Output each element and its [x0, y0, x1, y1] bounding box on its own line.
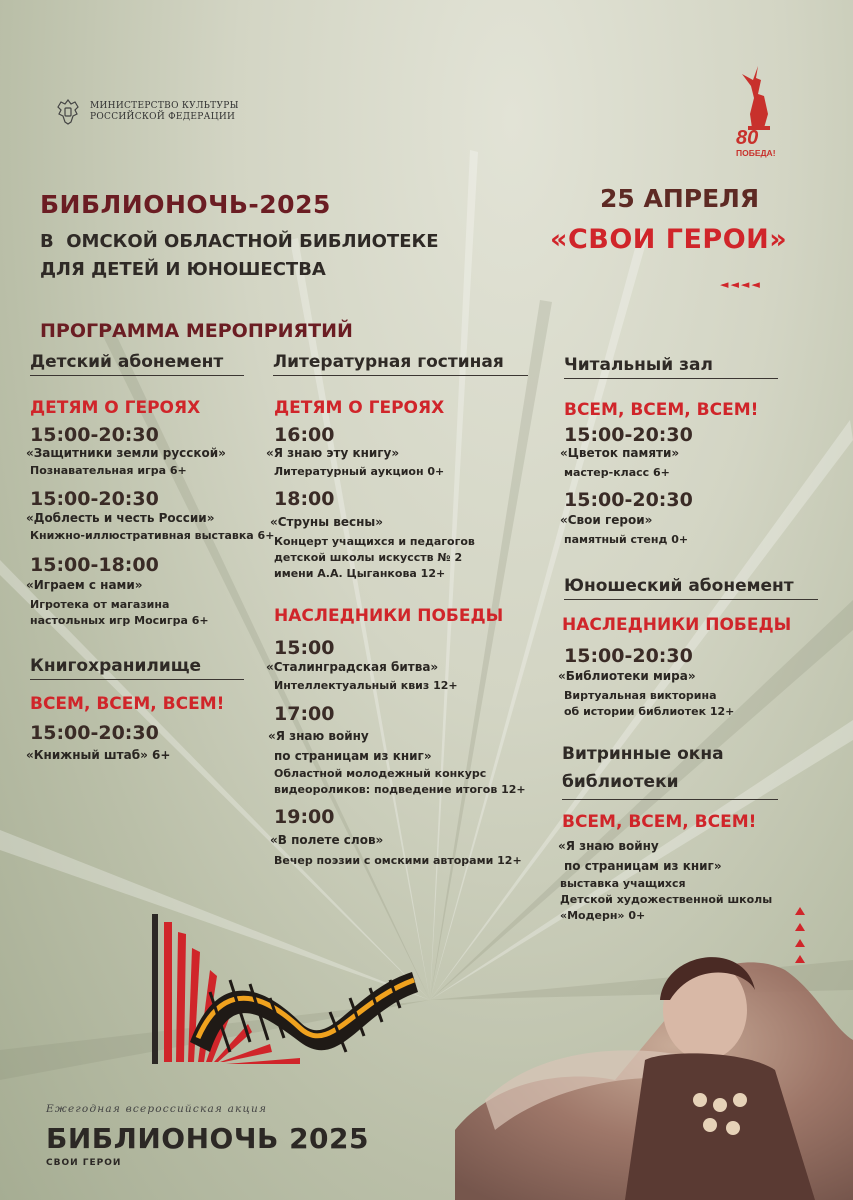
col3-event-3-desc-1: Виртуальная викторина: [564, 689, 717, 702]
col1-event-2-name: «Доблесть и честь России»: [26, 511, 215, 525]
col2-event-4-desc-1: Областной молодежный конкурс: [274, 767, 487, 780]
col2-event-1-time: 16:00: [274, 424, 335, 446]
badge-text: ПОБЕДА!: [736, 148, 776, 158]
col1-event-4-time: 15:00-20:30: [30, 722, 159, 744]
col1-event-3-desc-2: настольных игр Мосигра 6+: [30, 614, 209, 627]
col3-heading-1: ВСЕМ, ВСЕМ, ВСЕМ!: [564, 400, 759, 420]
col3-event-3-time: 15:00-20:30: [564, 645, 693, 667]
col2-event-5-name: «В полете слов»: [270, 833, 384, 847]
venue-line-1: В ОМСКОЙ ОБЛАСТНОЙ БИБЛИОТЕКЕ: [40, 231, 439, 252]
col3-event-2-desc: памятный стенд 0+: [564, 533, 689, 546]
col3-event-3-desc-2: об истории библиотек 12+: [564, 705, 735, 718]
col2-event-3-time: 15:00: [274, 637, 335, 659]
col3-event-4-desc: [560, 876, 772, 924]
col1-event-3-time: 15:00-18:00: [30, 554, 159, 576]
pilot-photo: [455, 930, 853, 1200]
col1-event-1-name: «Защитники земли русской»: [26, 446, 226, 460]
col3-event-1-desc: мастер-класс 6+: [564, 466, 670, 479]
col3-event-2-time: 15:00-20:30: [564, 489, 693, 511]
col2-event-2-desc-1: Концерт учащихся и педагогов: [274, 535, 475, 548]
biblionight-logo-graphic: [150, 912, 420, 1067]
col3-event-1-time: 15:00-20:30: [564, 424, 693, 446]
col3-event-4-name: [558, 836, 722, 876]
logo-title: БИБЛИОНОЧЬ 2025: [46, 1122, 369, 1155]
col3-event-1-name: «Цветок памяти»: [560, 446, 680, 460]
col3-event-4-desc-2: Детской художественной школы: [560, 893, 773, 906]
section-childrens-lending: Детский абонемент: [30, 352, 244, 376]
col2-event-4-name-2: по страницам из книг»: [274, 749, 432, 763]
col2-event-4-name: [268, 726, 432, 766]
col1-heading-2: ВСЕМ, ВСЕМ, ВСЕМ!: [30, 694, 225, 714]
col1-event-3-name: «Играем с нами»: [26, 578, 143, 592]
col3-event-2-name: «Свои герои»: [560, 513, 653, 527]
col1-event-2-time: 15:00-20:30: [30, 488, 159, 510]
col3-heading-2: НАСЛЕДНИКИ ПОБЕДЫ: [562, 615, 792, 635]
section-library-windows-2: библиотеки: [562, 772, 679, 792]
col2-event-2-desc-2: детской школы искусств № 2: [274, 551, 463, 564]
logo-subtitle: Ежегодная всероссийская акция: [46, 1103, 268, 1115]
col2-heading-2: НАСЛЕДНИКИ ПОБЕДЫ: [274, 606, 504, 626]
col2-event-2-time: 18:00: [274, 488, 335, 510]
section-reading-room: Читальный зал: [564, 355, 778, 379]
section-book-storage: Книгохранилище: [30, 656, 244, 680]
col3-event-4-desc-1: выставка учащихся: [560, 877, 686, 890]
event-date: 25 АПРЕЛЯ: [600, 184, 760, 213]
ministry-line-2: РОССИЙСКОЙ ФЕДЕРАЦИИ: [90, 112, 236, 122]
victory-80-badge: [728, 64, 788, 164]
event-title: БИБЛИОНОЧЬ-2025: [40, 190, 331, 219]
ministry-logo: [52, 96, 239, 128]
col3-event-4-desc-3: «Модерн» 0+: [560, 909, 646, 922]
col2-event-1-desc: Литературный аукцион 0+: [274, 465, 445, 478]
col3-event-3-desc: [564, 688, 734, 720]
col2-event-2-name: «Струны весны»: [270, 515, 383, 529]
event-venue: [40, 228, 439, 284]
event-theme: «СВОИ ГЕРОИ»: [550, 224, 788, 255]
col1-event-4-name: «Книжный штаб» 6+: [26, 748, 171, 762]
col2-event-4-time: 17:00: [274, 703, 335, 725]
col2-event-3-desc: Интеллектуальный квиз 12+: [274, 679, 458, 692]
logo-tagline: СВОИ ГЕРОИ: [46, 1158, 122, 1168]
col2-heading-1: ДЕТЯМ О ГЕРОЯХ: [274, 398, 445, 418]
col2-event-1-name: «Я знаю эту книгу»: [266, 446, 400, 460]
section-youth-lending: Юношеский абонемент: [564, 576, 818, 600]
section-library-windows: [562, 740, 778, 800]
col3-event-3-name: «Библиотеки мира»: [558, 669, 696, 683]
col2-event-4-name-1: «Я знаю войну: [268, 729, 369, 743]
col3-heading-3: ВСЕМ, ВСЕМ, ВСЕМ!: [562, 812, 757, 832]
col2-event-5-desc: Вечер поэзии с омскими авторами 12+: [274, 854, 522, 867]
col3-event-4-name-1: «Я знаю войну: [558, 839, 659, 853]
col2-event-2-desc-3: имени А.А. Цыганкова 12+: [274, 567, 446, 580]
col2-event-2-desc: [274, 534, 475, 582]
decor-arrows: ◄◄◄◄: [720, 278, 762, 291]
section-library-windows-1: Витринные окна: [562, 744, 724, 764]
col1-event-1-time: 15:00-20:30: [30, 424, 159, 446]
col1-event-3-desc-1: Игротека от магазина: [30, 598, 170, 611]
badge-number: 80: [736, 127, 759, 149]
section-literary-lounge: Литературная гостиная: [273, 352, 528, 376]
coat-of-arms-icon: [52, 96, 84, 128]
col1-heading-1: ДЕТЯМ О ГЕРОЯХ: [30, 398, 201, 418]
col2-event-3-name: «Сталинградская битва»: [266, 660, 439, 674]
ministry-line-1: МИНИСТЕРСТВО КУЛЬТУРЫ: [90, 101, 239, 111]
program-title: ПРОГРАММА МЕРОПРИЯТИЙ: [40, 320, 353, 342]
col2-event-4-desc-2: видеороликов: подведение итогов 12+: [274, 783, 526, 796]
col1-event-1-desc: Познавательная игра 6+: [30, 464, 187, 477]
col1-event-2-desc: Книжно-иллюстративная выставка 6+: [30, 529, 275, 542]
col2-event-5-time: 19:00: [274, 806, 335, 828]
venue-line-2: ДЛЯ ДЕТЕЙ И ЮНОШЕСТВА: [40, 259, 326, 280]
col1-event-3-desc: [30, 597, 209, 629]
col3-event-4-name-2: по страницам из книг»: [564, 859, 722, 873]
col2-event-4-desc: [274, 766, 526, 798]
